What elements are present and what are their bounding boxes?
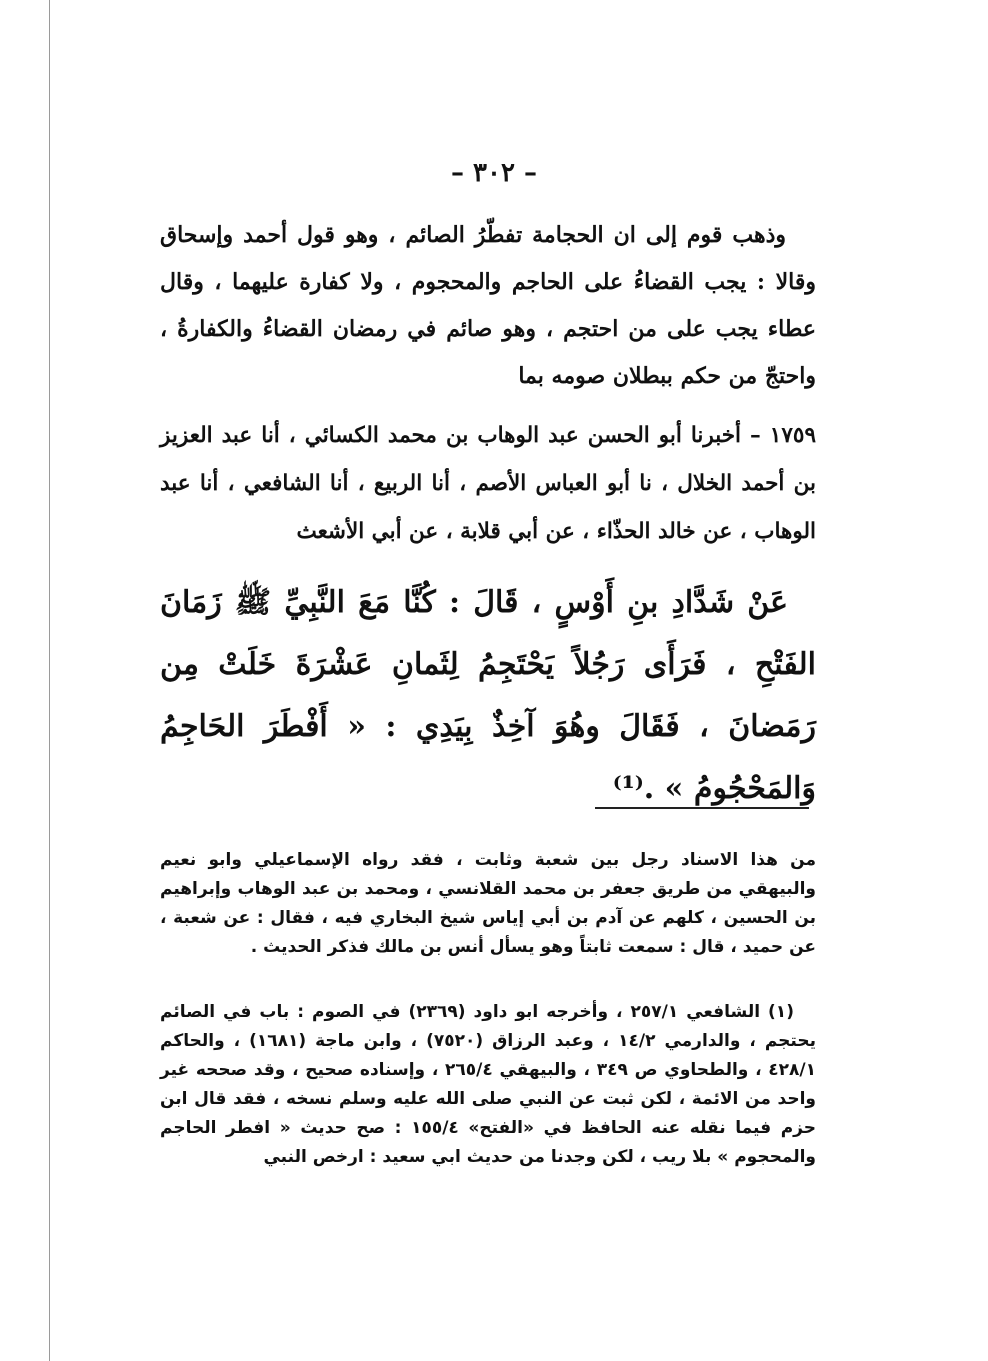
body-paragraph-isnad: ١٧٥٩ – أخبرنا أبو الحسن عبد الوهاب بن محمد الكسائي ، أنا عبد العزيز بن أحمد الخلال ، نا أبو العباس الأصم ، أنا الربيع ، أنا الشافعي ، أنا عبد الوهاب ، عن خالد الحذّاء ، عن أبي قلابة ، عن أبي الأشعث (160, 423, 816, 544)
paragraph-text: وذهب قوم إلى ان الحجامة تفطّرُ الصائم ، وهو قول أحمد وإسحاق وقالا : يجب القضاءُ على الحاجم والمحجوم ، ولا كفارة عليهما ، وقال عطاء يجب على من احتجم ، وهو صائم في رمضان القضاءُ والكفارةُ ، واحتجّ من حكم ببطلان صومه بما (160, 222, 816, 389)
footnote-separator (595, 807, 809, 809)
page-number: – ٣٠٢ – (450, 158, 538, 188)
hadith-text (160, 572, 816, 820)
footnote-1-text: (١) الشافعي ٢٥٧/١ ، وأخرجه ابو داود (٢٣٦٩) في الصوم : باب في الصائم يحتجم ، والدارمي ١٤/٢ ، وعبد الرزاق (٧٥٢٠) ، وابن ماجة (١٦٨١) ، والحاكم ٤٢٨/١ ، والطحاوي ص ٣٤٩ ، والبيهقي ٢٦٥/٤ ، وإسناده صحيح ، وقد صححه غير واحد من الائمة ، لكن ثبت عن النبي صلى الله عليه وسلم نسخه ، فقد قال ابن حزم فيما نقله عنه الحافظ في «الفتح» ١٥٥/٤ : صح حديث « افطر الحاجم والمحجوم » بلا ريب ، لكن وجدنا من حديث ابي سعيد : ارخص النبي (160, 1002, 817, 1167)
binding-margin-line (49, 0, 50, 1361)
hadith-body: عَنْ شَدَّادِ بنِ أَوْسٍ ، قَالَ : كُنَّا مَعَ النَّبِيِّ ﷺ زَمَانَ الفَتْحِ ، فَرَأَى رَجُلاً يَحْتَجِمُ لِثَمانِ عَشْرَةَ خَلَتْ مِن رَمَضانَ ، فَقَالَ وهُوَ آخِذٌ بِيَدِي : « أَفْطَرَ الحَاجِمُ وَالمَحْجُومُ » .⁽¹⁾ (160, 585, 816, 806)
footnote-continuation: من هذا الاسناد رجل بين شعبة وثابت ، فقد رواه الإسماعيلي وابو نعيم والبيهقي من طريق جعفر بن محمد القلانسي ، ومحمد بن عبد الوهاب وإبراهيم بن الحسين ، كلهم عن آدم بن أبي إياس شيخ البخاري فيه ، فقال : عن شعبة ، عن حميد ، قال : سمعت ثابتاً وهو يسأل أنس بن مالك فذكر الحديث . (160, 850, 816, 957)
body-paragraph-opinions (160, 212, 816, 400)
footnote-1 (160, 998, 816, 1172)
